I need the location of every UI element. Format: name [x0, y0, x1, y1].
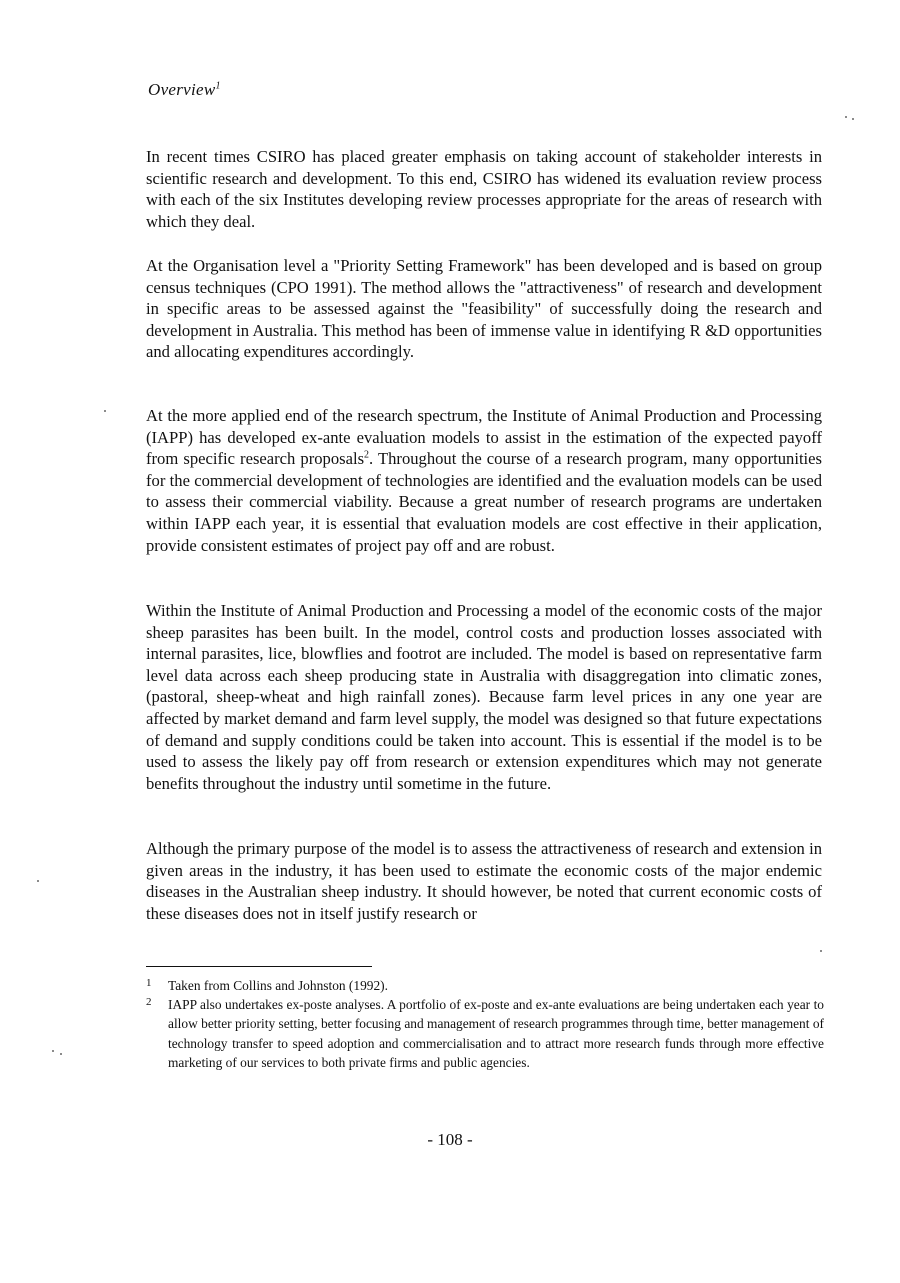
- heading-footnote-ref: 1: [215, 80, 221, 92]
- footnote-divider: [146, 966, 372, 967]
- scan-speck: [37, 880, 39, 882]
- footnote-number: 1: [146, 977, 152, 989]
- scan-speck: [845, 116, 847, 118]
- paragraph-sheep-parasites-model: Within the Institute of Animal Production and Processing a model of the economic costs of the major sheep parasites has been built. In the model, control costs and production losses associated with internal parasites, lice, blowflies and footrot are included. The model is based on representative farm level data across each sheep producing state in Australia with disaggregation into climatic zones, (pastoral, sheep-wheat and high rainfall zones). Because farm level prices in any one year are affected by market demand and farm level supply, the model was designed so that future expectations of demand and supply conditions could be taken into account. This is essential if the model is to be used to assess the likely pay off from research or extension expenditures which may not generate benefits throughout the industry until sometime in the future.: [146, 601, 822, 793]
- heading-text: Overview: [148, 80, 216, 99]
- paragraph-priority-setting: At the Organisation level a "Priority Setting Framework" has been developed and is based on group census techniques (CPO 1991). The method allows the "attractiveness" of research and development in specific areas to be assessed against the "feasibility" of successfully doing the research and development in Australia. This method has been of immense value in identifying R &D opportunities and allocating expenditures accordingly.: [146, 256, 822, 362]
- footnote-text: Taken from Collins and Johnston (1992).: [168, 978, 388, 993]
- page-number: - 108 -: [427, 1130, 473, 1149]
- section-heading: [148, 80, 221, 100]
- paragraph-iapp-text-end: . Throughout the course of a research program, many opportunities for the commercial development of technologies are identified and the evaluation models can be used to assess their commercial viability. Because a great number of research programs are undertaken within IAPP each year, it is essential that evaluation models are cost effective in their application, provide consistent estimates of project pay off and are robust.: [146, 449, 822, 555]
- scan-speck: [852, 118, 854, 120]
- footnote-1: [146, 976, 824, 995]
- scan-speck: [820, 950, 822, 952]
- paragraph-iapp-evaluation: [146, 405, 822, 556]
- scan-speck: [52, 1050, 54, 1052]
- paragraph-iapp-text-start: At the more applied end of the research spectrum, the Institute of Animal Production and Processing (IAPP) has developed ex-ante evaluation models to assist in the estimation of the expected payoff from specific research proposals: [146, 406, 822, 469]
- footnote-text: IAPP also undertakes ex-poste analyses. A portfolio of ex-poste and ex-ante evaluations are being undertaken each year to allow better priority setting, better focusing and management of research programmes through time, better management of technology transfer to speed adoption and commercialisation and to attract more research funds through more effective marketing of our services to both private firms and public agencies.: [168, 997, 824, 1071]
- scan-speck: [60, 1053, 62, 1055]
- footnote-number: 2: [146, 996, 152, 1008]
- paragraph-model-purpose: Although the primary purpose of the model is to assess the attractiveness of research and extension in given areas in the industry, it has been used to estimate the economic costs of the major endemic diseases in the Australian sheep industry. It should however, be noted that current economic costs of these diseases does not in itself justify research or: [146, 839, 822, 923]
- paragraph-footnote-ref: 2: [364, 449, 370, 461]
- footnote-2: [146, 995, 824, 1073]
- paragraph-stakeholder-interests: In recent times CSIRO has placed greater emphasis on taking account of stakeholder interests in scientific research and development. To this end, CSIRO has widened its evaluation review process with each of the six Institutes developing review processes appropriate for the areas of research with which they deal.: [146, 147, 822, 231]
- scan-speck: [104, 410, 106, 412]
